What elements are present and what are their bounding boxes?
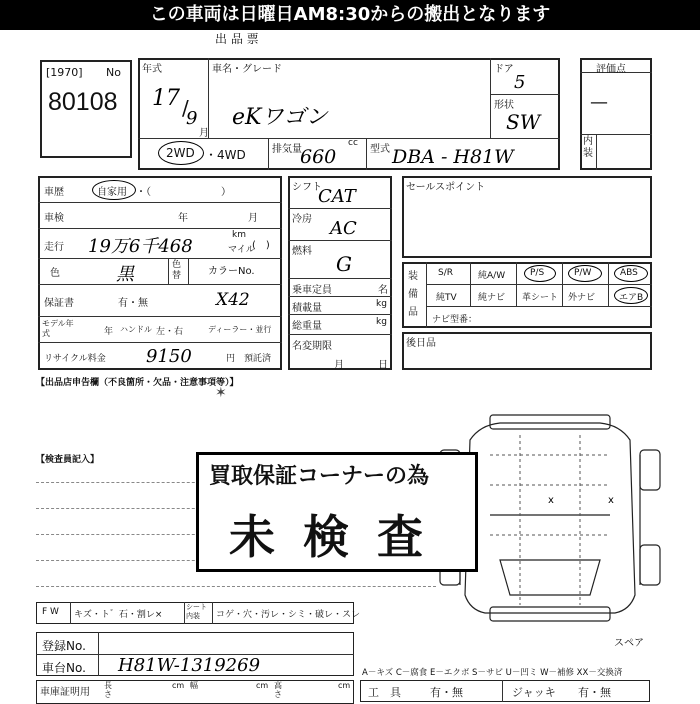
equip-ps: P/S bbox=[530, 268, 545, 278]
load-label: 積載量 bbox=[292, 303, 322, 314]
displacement-label: 排気量 bbox=[272, 144, 302, 155]
cert-cm-3: cm bbox=[338, 681, 351, 690]
banner: この車両は日曜日AM8:30からの搬出となります bbox=[0, 0, 700, 30]
model-year-unit: 年 bbox=[104, 327, 114, 337]
inspection-label: 車検 bbox=[44, 213, 64, 224]
later-label: 後日品 bbox=[406, 338, 436, 349]
header-partial: 出 品 票 bbox=[215, 32, 259, 46]
model-value: DBA - H81W bbox=[392, 146, 514, 168]
handle-label: ハンドル bbox=[120, 325, 152, 334]
month-unit: 月 bbox=[199, 128, 209, 139]
equip-pw: P/W bbox=[574, 268, 592, 278]
registration-label: 登録No. bbox=[42, 639, 86, 653]
door-value: 5 bbox=[514, 72, 526, 93]
jack-options: 有・無 bbox=[578, 686, 611, 699]
dealer-label: ディーラー・並行 bbox=[208, 325, 272, 334]
equip-leather: 革シート bbox=[522, 293, 559, 303]
equip-airbag: エアB bbox=[619, 293, 644, 303]
damage-legend: A－キズ C－腐食 E－エクボ S－サビ U－凹ミ W－補修 XX－交換済 bbox=[362, 668, 623, 678]
stamp-line2: 未 検 査 bbox=[229, 510, 430, 564]
name-change-month: 月 bbox=[334, 360, 344, 371]
jack-label: ジャッキ bbox=[512, 686, 556, 699]
history-private: 自家用 bbox=[97, 187, 127, 198]
later-box bbox=[402, 332, 652, 370]
lot-box bbox=[40, 60, 132, 158]
lot-number: 80108 bbox=[48, 88, 118, 116]
warranty-value: X42 bbox=[216, 290, 250, 310]
history-label: 車歴 bbox=[44, 187, 64, 198]
tools-options: 有・無 bbox=[430, 686, 463, 699]
tools-label: 工 具 bbox=[368, 686, 401, 699]
name-change-label: 名変期限 bbox=[292, 341, 332, 352]
seat-text: コゲ・穴・汚レ・シミ・破レ・スレ bbox=[216, 610, 361, 620]
interior-label: 内装 bbox=[583, 136, 593, 159]
svg-text:x: x bbox=[548, 495, 554, 506]
displacement-unit: cc bbox=[348, 138, 358, 148]
lot-year-tag: [1970] bbox=[46, 66, 83, 79]
color-label: 色 bbox=[50, 268, 60, 279]
recycle-value: 9150 bbox=[146, 346, 192, 367]
cert-length: 長さ bbox=[104, 681, 112, 699]
chassis-value: H81W-1319269 bbox=[118, 655, 261, 676]
displacement-value: 660 bbox=[300, 146, 337, 168]
unchecked-stamp bbox=[196, 452, 478, 572]
shape-value: SW bbox=[506, 110, 541, 134]
model-label: 型式 bbox=[370, 144, 390, 155]
shift-label: シフト bbox=[292, 182, 322, 193]
navi-model-label: ナビ型番： bbox=[432, 315, 478, 325]
fw-text: キズ・ト゛石・割レ× bbox=[74, 610, 163, 620]
mileage-value: 19万6千468 bbox=[88, 236, 193, 257]
ac-value: AC bbox=[330, 218, 357, 239]
warranty-options: 有・無 bbox=[118, 298, 148, 309]
sales-label: セールスポイント bbox=[406, 182, 486, 193]
equip-aw: 純A/W bbox=[478, 271, 506, 281]
inspection-month-unit: 月 bbox=[248, 213, 258, 224]
fuel-label: 燃料 bbox=[292, 246, 312, 257]
equip-navi: 純ナビ bbox=[478, 293, 506, 303]
capacity-unit: 名 bbox=[378, 285, 388, 296]
history-options: ・（ ） bbox=[136, 187, 231, 198]
name-value: eKワゴン bbox=[232, 105, 328, 130]
model-year-label: モデル年式 bbox=[42, 319, 74, 338]
chassis-label: 車台No. bbox=[42, 661, 86, 675]
equip-ext-navi: 外ナビ bbox=[568, 293, 596, 303]
fuel-value: G bbox=[336, 252, 352, 276]
recycle-unit: 円 bbox=[226, 354, 236, 364]
km-label: km bbox=[232, 230, 246, 240]
equipment-label: 装備品 bbox=[408, 271, 418, 318]
svg-text:x: x bbox=[608, 495, 614, 506]
recycle-deposit: 預託済 bbox=[244, 354, 272, 364]
drive-2wd: 2WD bbox=[166, 146, 195, 160]
gross-unit: kg bbox=[376, 317, 387, 327]
door-label: ドア bbox=[494, 64, 514, 75]
mileage-paren: ( ) bbox=[252, 240, 270, 251]
equip-sr: S/R bbox=[438, 268, 453, 278]
score-value: — bbox=[590, 92, 608, 113]
month-value: 9 bbox=[186, 108, 198, 129]
seat-label: シート内装 bbox=[186, 603, 207, 620]
year-value: 17 bbox=[152, 86, 180, 111]
seller-note-label: 【出品店申告欄（不良箇所・欠品・注意事項等）】 bbox=[36, 378, 239, 388]
shift-value: CAT bbox=[318, 186, 356, 207]
mileage-label: 走行 bbox=[44, 242, 64, 253]
inspection-year-unit: 年 bbox=[178, 213, 188, 224]
color-no-label: カラーNo. bbox=[208, 266, 255, 277]
fw-label: F W bbox=[42, 607, 59, 617]
capacity-label: 乗車定員 bbox=[292, 285, 332, 296]
gross-label: 総重量 bbox=[292, 321, 322, 332]
cert-height: 高さ bbox=[274, 681, 282, 699]
name-label: 車名・グレード bbox=[212, 64, 282, 75]
handle-options: 左・右 bbox=[156, 327, 184, 337]
mile-label: マイル bbox=[228, 245, 255, 255]
recycle-label: リサイクル料金 bbox=[44, 354, 106, 364]
shape-label: 形状 bbox=[494, 100, 514, 111]
ac-label: 冷房 bbox=[292, 214, 312, 225]
inspector-label: 【検査員記入】 bbox=[36, 455, 100, 465]
equip-abs: ABS bbox=[620, 268, 638, 278]
year-label: 年式 bbox=[142, 64, 162, 75]
load-unit: kg bbox=[376, 299, 387, 309]
name-change-day: 日 bbox=[378, 360, 388, 371]
cert-cm-1: cm bbox=[172, 681, 185, 690]
score-label: 評価点 bbox=[596, 64, 626, 75]
cert-cm-2: cm bbox=[256, 681, 269, 690]
spare-label: スペア bbox=[614, 638, 644, 649]
color-change-label: 色替 bbox=[172, 260, 182, 281]
cert-width: 幅 bbox=[190, 681, 198, 690]
cert-label: 車庫証明用 bbox=[40, 687, 90, 698]
drive-4wd: ・4WD bbox=[205, 148, 246, 162]
equip-tv: 純TV bbox=[436, 293, 457, 303]
lot-no-label: No bbox=[106, 66, 121, 79]
warranty-label: 保証書 bbox=[44, 298, 74, 309]
stamp-line1: 買取保証コーナーの為 bbox=[209, 464, 430, 489]
color-value: 黒 bbox=[116, 264, 134, 285]
